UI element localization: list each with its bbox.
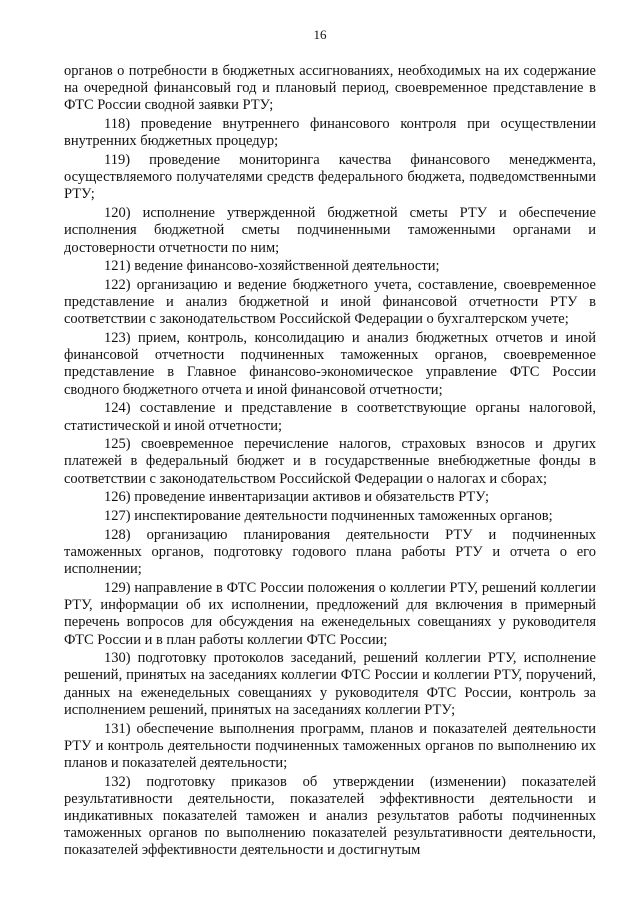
list-item-123: 123) прием, контроль, консолидацию и анализ бюджетных отчетов и иной финансовой отчетности подчиненных таможенных органов, своевременное представление в Главное финансово-экономическое управление ФТС России сводного бюджетного отчета и иной финансовой отчетности; bbox=[64, 330, 596, 398]
list-item-130: 130) подготовку протоколов заседаний, решений коллегии РТУ, исполнение решений, принятых на заседаниях коллегии ФТС России и коллегии РТУ, поручений, данных на еженедельных совещаниях у руководителя ФТС России, контроль за исполнением решений, принятых на заседаниях коллегии РТУ; bbox=[64, 650, 596, 718]
list-item-124: 124) составление и представление в соответствующие органы налоговой, статистической и иной отчетности; bbox=[64, 400, 596, 434]
list-item-119: 119) проведение мониторинга качества финансового менеджмента, осуществляемого получателями средств федерального бюджета, подведомственными РТУ; bbox=[64, 152, 596, 203]
list-item-131: 131) обеспечение выполнения программ, планов и показателей деятельности РТУ и контроль деятельности подчиненных таможенных органов по выполнению их планов и показателей деятельности; bbox=[64, 720, 596, 771]
document-body bbox=[64, 63, 596, 860]
list-item-121: 121) ведение финансово-хозяйственной деятельности; bbox=[104, 258, 440, 275]
list-item-126: 126) проведение инвентаризации активов и обязательств РТУ; bbox=[104, 489, 490, 506]
list-item-118: 118) проведение внутреннего финансового контроля при осуществлении внутренних бюджетных процедур; bbox=[64, 116, 596, 150]
list-item-128: 128) организацию планирования деятельности РТУ и подчиненных таможенных органов, подготовку годового плана работы РТУ и отчета о его исполнении; bbox=[64, 526, 596, 578]
list-item-132: 132) подготовку приказов об утверждении (изменении) показателей результативности деятельности, показателей эффективности деятельности и индикативных показателей таможен и анализ результатов работы подчиненных таможенных органов по выполнению показателей результативности деятельности, показателей эффективности деятельности и достигнутым bbox=[64, 773, 596, 859]
list-item-127: 127) инспектирование деятельности подчиненных таможенных органов; bbox=[104, 508, 553, 525]
list-item-129: 129) направление в ФТС России положения о коллегии РТУ, решений коллегии РТУ, информации об их исполнении, предложений для включения в примерный перечень вопросов для обсуждения на еженедельных совещаниях у руководителя ФТС России и в план работы коллегии ФТС России; bbox=[64, 579, 596, 648]
list-item-120: 120) исполнение утвержденной бюджетной сметы РТУ и обеспечение исполнения бюджетной сметы подчиненными таможенными органами и достоверности отчетности по ним; bbox=[64, 205, 596, 256]
page-number: 16 bbox=[313, 27, 327, 42]
list-item-125: 125) своевременное перечисление налогов, страховых взносов и других платежей в федеральный бюджет и в государственные внебюджетные фонды в соответствии с законодательством Российской Федерации о налогах и сборах; bbox=[64, 436, 596, 487]
paragraph-continuation: органов о потребности в бюджетных ассигнованиях, необходимых на их содержание на очередной финансовый год и плановый период, своевременное представление в ФТС России сводной заявки РТУ; bbox=[64, 63, 596, 114]
list-item-122: 122) организацию и ведение бюджетного учета, составление, своевременное представление и анализ бюджетной и иной финансовой отчетности РТУ в соответствии с законодательством Российской Федерации о бухгалтерском учете; bbox=[64, 276, 596, 328]
